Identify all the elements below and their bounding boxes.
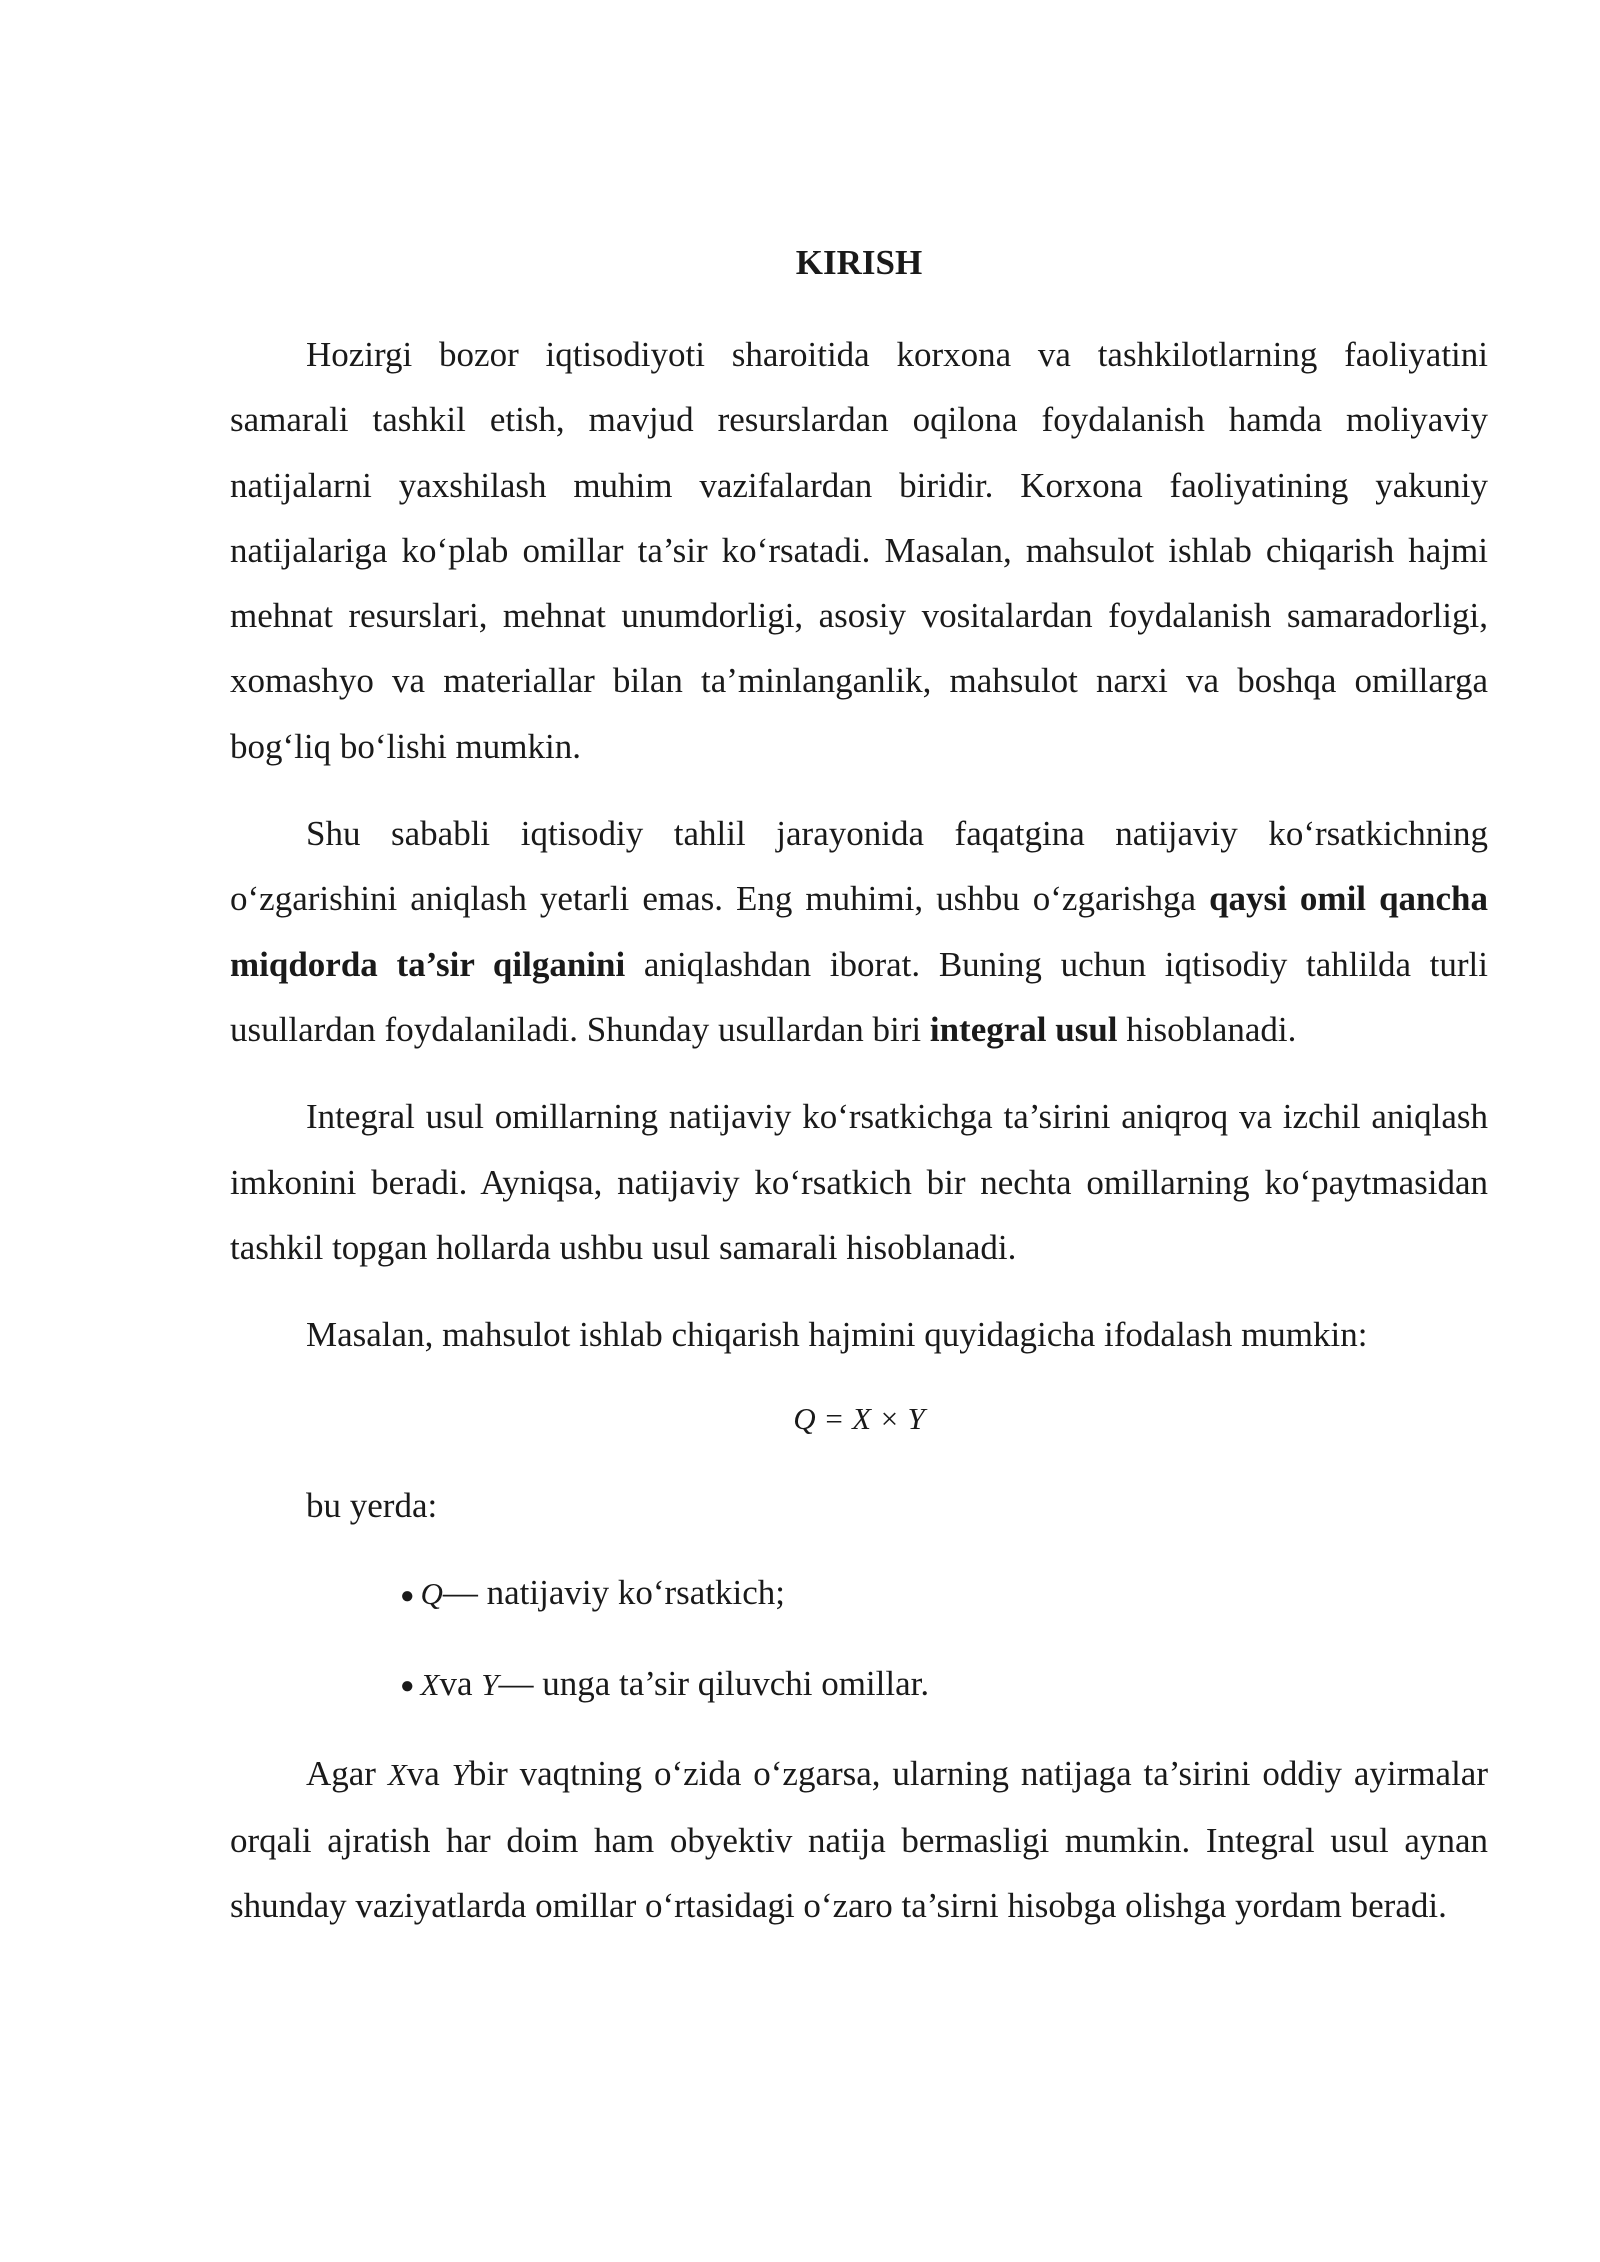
variable-list	[400, 1560, 1488, 1719]
where-label: bu yerda:	[306, 1486, 438, 1526]
paragraph-analysis-bold-2: integral usul	[929, 1009, 1118, 1049]
variable-x: X	[387, 1757, 407, 1793]
bullet-icon: ●	[400, 1582, 415, 1609]
bullet-icon: ●	[400, 1673, 415, 1700]
variable-x: X	[420, 1666, 440, 1702]
variable-q: Q	[420, 1576, 443, 1612]
list-item-connector: va	[439, 1663, 482, 1703]
variable-y: Y	[451, 1757, 469, 1793]
paragraph-analysis	[230, 801, 1488, 1062]
document-body	[230, 236, 1488, 1960]
paragraph-conclusion-text-3: bir vaqtning o‘zida o‘zgarsa, ularning natijaga ta’sirini oddiy ayirmalar orqali ajratish har doim ham obyektiv natija bermasligi mumkin. Integral usul aynan shunday vaziyatlarda omillar o‘rtasidagi o‘zaro ta’sirni hisobga olishga yordam beradi.	[230, 1754, 1488, 1925]
list-item	[400, 1651, 1488, 1719]
list-item-text: — natijaviy ko‘rsatkich;	[442, 1573, 786, 1613]
formula: Q = X × Y	[793, 1401, 925, 1437]
list-item-text: — unga ta’sir qiluvchi omillar.	[498, 1663, 930, 1703]
paragraph-analysis-text-2: aniqlashdan iborat. Buning uchun iqtisodiy tahlilda turli usullardan foydalaniladi. Shunday usullardan biri	[230, 944, 1488, 1049]
paragraph-analysis-bold-1: qaysi omil qancha miqdorda ta’sir qilganini	[230, 879, 1488, 984]
paragraph-analysis-text-3: hisoblanadi.	[1117, 1009, 1297, 1049]
list-item	[400, 1560, 1488, 1628]
paragraph-example: Masalan, mahsulot ishlab chiqarish hajmini quyidagicha ifodalash mumkin:	[306, 1315, 1368, 1355]
page-title: KIRISH	[795, 243, 923, 282]
paragraph-conclusion-text-2: va	[406, 1754, 452, 1794]
paragraph-analysis-text-1: Shu sababli iqtisodiy tahlil jarayonida faqatgina natijaviy ko‘rsatkichning o‘zgarishini aniqlash yetarli emas. Eng muhimi, ushbu o‘zgarishga	[230, 814, 1488, 919]
paragraph-conclusion	[230, 1741, 1488, 1938]
paragraph-integral-method: Integral usul omillarning natijaviy ko‘rsatkichga ta’sirini aniqroq va izchil aniqlash imkonini beradi. Ayniqsa, natijaviy ko‘rsatkich bir nechta omillarning ko‘paytmasidan tashkil topgan hollarda ushbu usul samarali hisoblanadi.	[230, 1097, 1488, 1267]
paragraph-intro: Hozirgi bozor iqtisodiyoti sharoitida korxona va tashkilotlarning faoliyatini samarali tashkil etish, mavjud resurslardan oqilona foydalanish hamda moliyaviy natijalarni yaxshilash muhim vazifalardan biridir. Korxona faoliyatining yakuniy natijalariga ko‘plab omillar ta’sir ko‘rsatadi. Masalan, mahsulot ishlab chiqarish hajmi mehnat resurslari, mehnat unumdorligi, asosiy vositalardan foydalanish samaradorligi, xomashyo va materiallar bilan ta’minlanganlik, mahsulot narxi va boshqa omillarga bog‘liq bo‘lishi mumkin.	[230, 335, 1488, 766]
variable-y: Y	[481, 1666, 499, 1702]
paragraph-conclusion-text-1: Agar	[306, 1754, 388, 1794]
